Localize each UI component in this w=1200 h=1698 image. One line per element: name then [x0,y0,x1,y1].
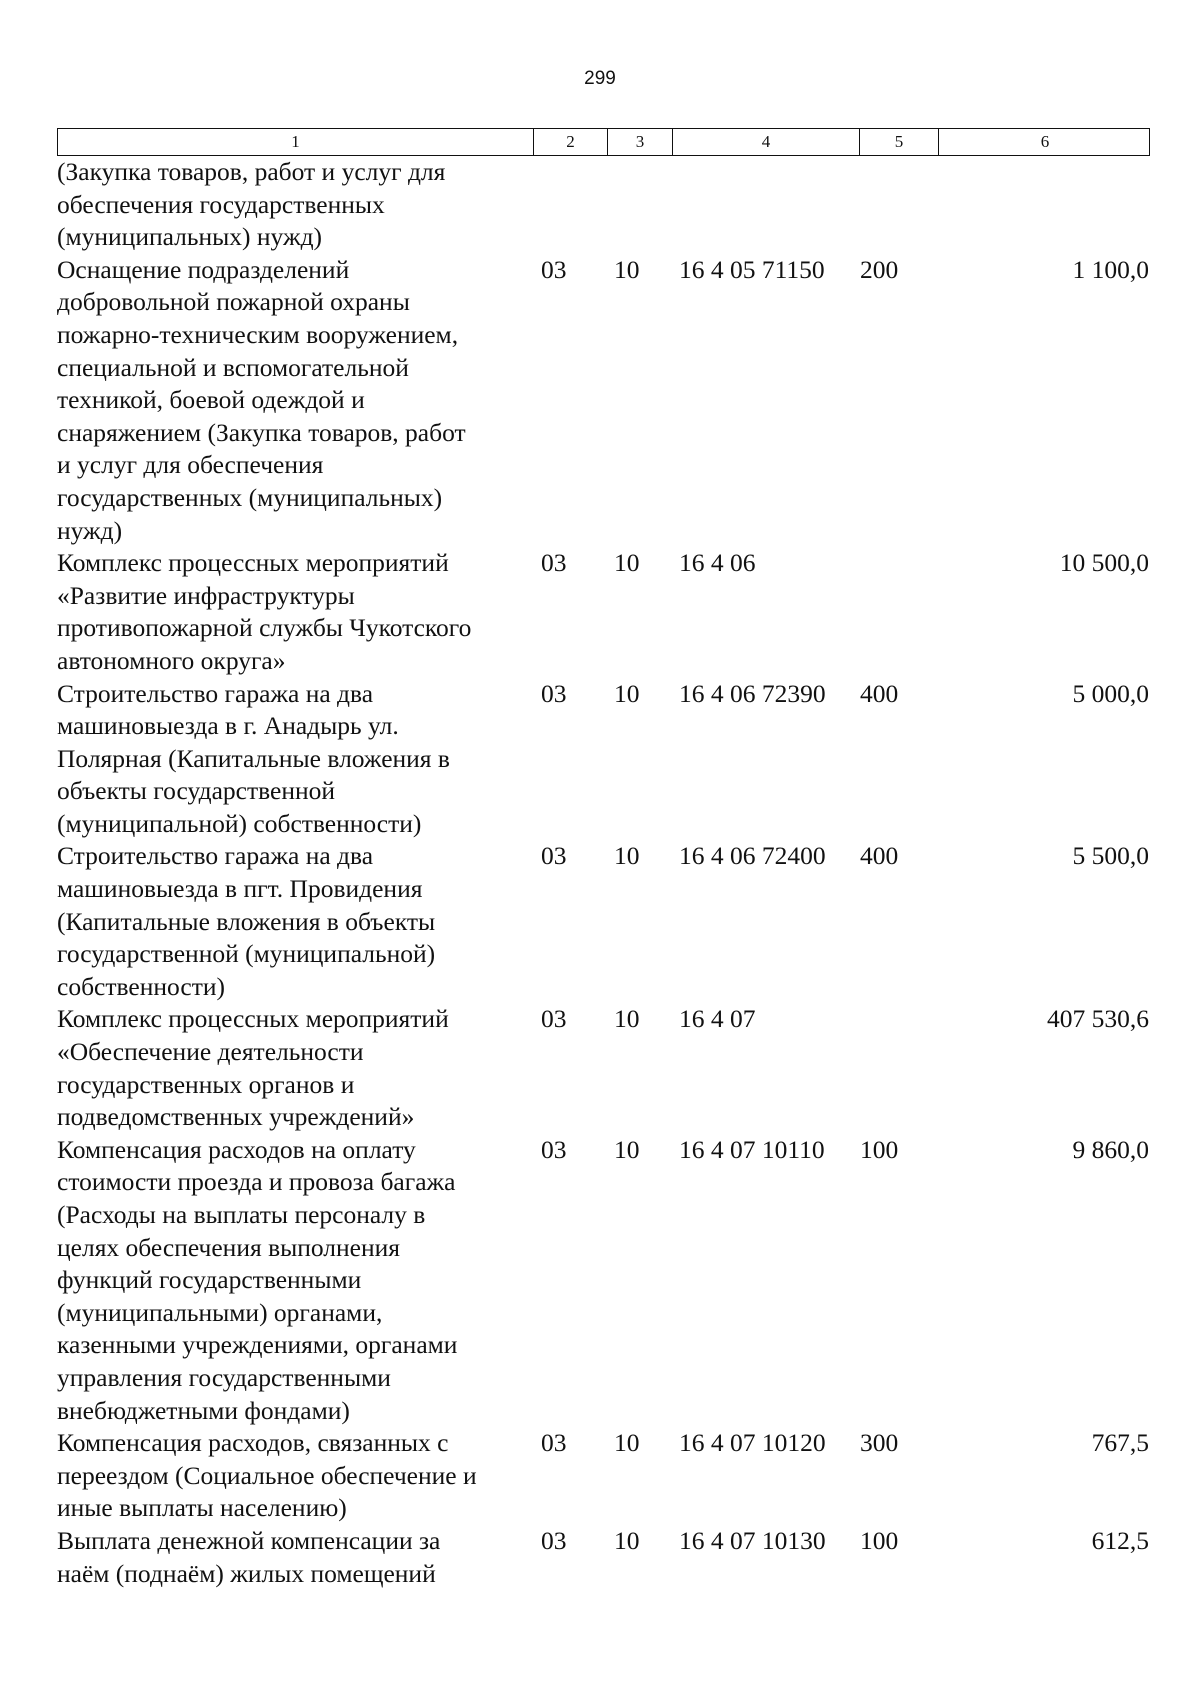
section-code: 03 [541,1004,567,1034]
description-line: Компенсация расходов на оплату [57,1134,416,1164]
target-article-code [671,156,858,254]
description-line: наём (поднаём) жилых помещений [57,1558,436,1588]
table-row [57,1525,1150,1590]
expense-type-code [858,156,937,254]
amount: 407 530,6 [1047,1004,1149,1034]
target-article-code: 16 4 06 [679,548,756,578]
description-line: специальной и вспомогательной [57,352,409,382]
amount: 612,5 [1091,1525,1149,1555]
description-line: Выплата денежной компенсации за [57,1525,441,1555]
column-header-4: 4 [672,129,859,155]
expense-type-code: 400 [860,841,899,871]
column-header-6: 6 [938,129,1151,155]
description-line: (муниципальными) органами, [57,1297,383,1327]
table-row [57,1003,1150,1133]
subsection-code: 10 [614,678,640,708]
target-article-code: 16 4 07 10110 [679,1134,825,1164]
table-row [57,254,1150,547]
subsection-code: 10 [614,548,640,578]
description-line: Комплекс процессных мероприятий [57,548,449,578]
description-line: обеспечения государственных [57,189,385,219]
description-line: (Закупка товаров, работ и услуг для [57,157,446,186]
section-code: 03 [541,1525,567,1555]
description-line: нужд) [57,515,123,545]
row-description [57,1427,532,1525]
expense-type-code: 300 [860,1428,899,1458]
description-line: техникой, боевой одеждой и [57,385,365,415]
description-line: собственности) [57,971,225,1001]
column-header-1: 1 [291,132,300,151]
description-line: иные выплаты населению) [57,1493,347,1523]
row-description [57,840,532,1003]
section-code [532,156,606,254]
table-row [57,1134,1150,1427]
description-line: и услуг для обеспечения [57,450,324,480]
description-line: автономного округа» [57,645,286,675]
description-line: управления государственными [57,1362,391,1392]
budget-table [57,128,1150,1590]
section-code: 03 [541,1428,567,1458]
section-code: 03 [541,548,567,578]
description-line: внебюджетными фондами) [57,1395,350,1425]
description-line: переездом (Социальное обеспечение и [57,1460,477,1490]
target-article-code: 16 4 07 [679,1004,756,1034]
page-number: 299 [584,68,616,89]
expense-type-code: 100 [860,1134,899,1164]
description-line: государственных (муниципальных) [57,482,443,512]
table-row [57,678,1150,841]
description-line: (муниципальной) собственности) [57,808,422,838]
amount: 10 500,0 [1059,548,1149,578]
description-line: Строительство гаража на два [57,841,374,871]
subsection-code: 10 [614,1004,640,1034]
description-line: Компенсация расходов, связанных с [57,1428,449,1458]
description-line: Комплекс процессных мероприятий [57,1004,449,1034]
target-article-code: 16 4 05 71150 [679,254,825,284]
description-line: казенными учреждениями, органами [57,1330,458,1360]
section-code: 03 [541,1134,567,1164]
section-code: 03 [541,254,567,284]
target-article-code: 16 4 07 10120 [679,1428,826,1458]
description-line: Полярная (Капитальные вложения в [57,743,450,773]
column-header-2: 2 [533,129,607,155]
row-description [57,1134,532,1427]
expense-type-code [858,1003,937,1133]
amount: 1 100,0 [1072,254,1149,284]
description-line: стоимости проезда и провоза багажа [57,1167,456,1197]
description-line: (муниципальных) нужд) [57,222,323,252]
amount [937,156,1150,254]
subsection-code [606,156,671,254]
description-line: противопожарной службы Чукотского [57,613,472,643]
amount: 767,5 [1091,1428,1149,1458]
expense-type-code [858,547,937,677]
subsection-code: 10 [614,841,640,871]
table-row [57,840,1150,1003]
description-line: объекты государственной [57,776,336,806]
row-description [57,547,532,677]
section-code: 03 [541,678,567,708]
expense-type-code: 100 [860,1525,899,1555]
row-description [57,156,532,254]
description-line: целях обеспечения выполнения [57,1232,401,1262]
column-header-5: 5 [859,129,938,155]
amount: 5 000,0 [1072,678,1149,708]
description-line: государственной (муниципальной) [57,939,436,969]
subsection-code: 10 [614,1134,640,1164]
row-description [57,1003,532,1133]
amount: 9 860,0 [1072,1134,1149,1164]
description-line: функций государственными [57,1265,362,1295]
description-line: снаряжением (Закупка товаров, работ [57,417,466,447]
description-line: «Развитие инфраструктуры [57,580,355,610]
description-line: пожарно-техническим вооружением, [57,319,459,349]
description-line: (Капитальные вложения в объекты [57,906,436,936]
table-body [57,156,1150,1590]
expense-type-code: 200 [860,254,899,284]
description-line: государственных органов и [57,1069,355,1099]
description-line: машиновыезда в г. Анадырь ул. [57,711,399,741]
description-line: машиновыезда в пгт. Провидения [57,874,423,904]
row-description [57,1525,532,1590]
description-line: Оснащение подразделений [57,254,350,284]
description-line: добровольной пожарной охраны [57,287,410,317]
description-line: подведомственных учреждений» [57,1102,415,1132]
amount: 5 500,0 [1072,841,1149,871]
table-row [57,547,1150,677]
column-header-3: 3 [607,129,672,155]
target-article-code: 16 4 06 72390 [679,678,826,708]
target-article-code: 16 4 06 72400 [679,841,826,871]
row-description [57,254,532,547]
expense-type-code: 400 [860,678,899,708]
description-line: Строительство гаража на два [57,678,374,708]
subsection-code: 10 [614,254,640,284]
description-line: «Обеспечение деятельности [57,1037,364,1067]
table-row [57,156,1150,254]
table-header-row [57,128,1150,156]
subsection-code: 10 [614,1525,640,1555]
section-code: 03 [541,841,567,871]
row-description [57,678,532,841]
description-line: (Расходы на выплаты персоналу в [57,1200,426,1229]
subsection-code: 10 [614,1428,640,1458]
target-article-code: 16 4 07 10130 [679,1525,826,1555]
table-row [57,1427,1150,1525]
